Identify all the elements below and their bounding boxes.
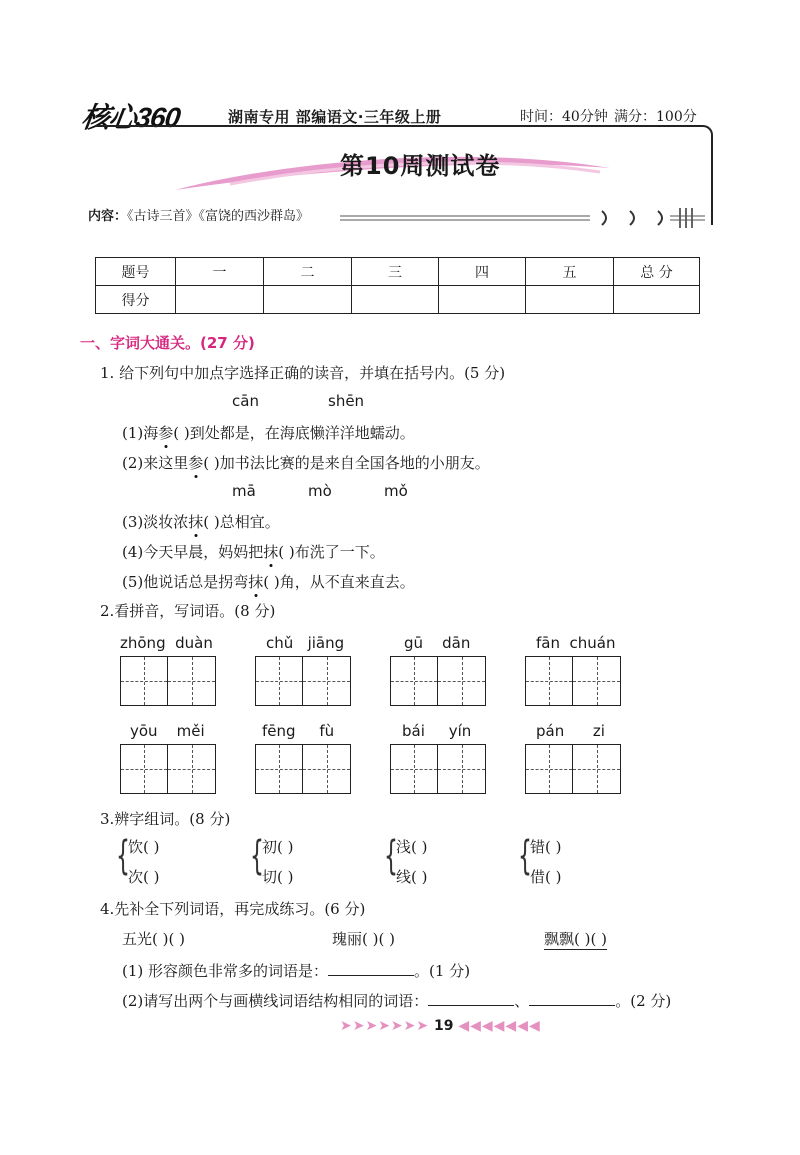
pair-char: 线 bbox=[396, 868, 412, 886]
char-grid[interactable] bbox=[390, 744, 486, 794]
char-grid[interactable] bbox=[390, 656, 486, 706]
section-title: 一、字词大通关。(27 分) bbox=[80, 334, 255, 352]
pinyin-word bbox=[120, 634, 213, 652]
pinyin-syllable: yōu bbox=[130, 722, 158, 740]
char-box[interactable] bbox=[438, 656, 486, 706]
sub-question-text: (2)请写出两个与画横线词语结构相同的词语： bbox=[122, 992, 429, 1010]
content-line bbox=[88, 205, 309, 224]
item-text: 布洗了一下。 bbox=[294, 543, 385, 561]
char-box[interactable] bbox=[120, 744, 168, 794]
score-table-score-row bbox=[96, 286, 700, 314]
dotted-char: 抹 bbox=[263, 543, 279, 561]
char-box[interactable] bbox=[303, 744, 351, 794]
pinyin-syllable: zhōng bbox=[120, 634, 166, 652]
char-box[interactable] bbox=[438, 744, 486, 794]
q3-pair-top bbox=[128, 836, 160, 857]
answer-blank[interactable]: ( ) bbox=[545, 868, 562, 886]
q1-item-3 bbox=[122, 511, 280, 532]
q4-word-2[interactable]: 瑰丽( )( ) bbox=[332, 930, 395, 948]
pinyin-word bbox=[266, 634, 344, 652]
char-box[interactable] bbox=[390, 656, 438, 706]
char-box[interactable] bbox=[525, 656, 573, 706]
char-box[interactable] bbox=[255, 656, 303, 706]
dotted-char: 参 bbox=[158, 424, 174, 442]
item-text: (5)他说话总是拐弯 bbox=[122, 573, 249, 591]
answer-blank[interactable]: ( ) bbox=[143, 868, 160, 886]
answer-blank[interactable]: ( ) bbox=[545, 838, 562, 856]
pair-char: 错 bbox=[530, 838, 546, 856]
answer-blank[interactable]: ( ) bbox=[143, 838, 160, 856]
score-input-cell[interactable] bbox=[526, 286, 614, 314]
char-grid[interactable] bbox=[120, 656, 216, 706]
pinyin-option: cān bbox=[232, 392, 259, 410]
item-text: 角，从不直来直去。 bbox=[279, 573, 415, 591]
char-grid[interactable] bbox=[255, 656, 351, 706]
pinyin-syllable: yín bbox=[448, 722, 472, 740]
dotted-char: 抹 bbox=[248, 573, 264, 591]
answer-blank[interactable]: ( ) bbox=[411, 838, 428, 856]
char-box[interactable] bbox=[168, 744, 216, 794]
content-label: 内容： bbox=[88, 209, 128, 224]
pinyin-word bbox=[536, 634, 616, 652]
char-grid[interactable] bbox=[525, 744, 621, 794]
pinyin-syllable: jiāng bbox=[307, 634, 345, 652]
char-box[interactable] bbox=[303, 656, 351, 706]
pinyin-syllable: gū bbox=[404, 634, 424, 652]
page-number: 19 bbox=[434, 1018, 454, 1034]
score-input-cell[interactable] bbox=[352, 286, 439, 314]
brand-logo: 核心360 bbox=[79, 102, 182, 133]
item-text: (3)淡妆浓 bbox=[122, 513, 189, 531]
header-line-decoration bbox=[340, 208, 710, 230]
score-cell-header: 三 bbox=[352, 258, 439, 286]
dotted-char: 参 bbox=[188, 454, 204, 472]
q1-stem: 1. 给下列句中加点字选择正确的读音，并填在括号内。(5 分) bbox=[100, 364, 506, 382]
page-footer bbox=[340, 1018, 541, 1034]
answer-blank[interactable]: ( ) bbox=[173, 424, 190, 442]
score-input-cell[interactable] bbox=[176, 286, 264, 314]
sub-question-text: 。(2 分) bbox=[615, 992, 672, 1010]
pinyin-option: mā bbox=[232, 482, 256, 500]
dotted-char: 抹 bbox=[188, 513, 204, 531]
q3-pair-bottom bbox=[262, 866, 294, 887]
score-table-header-row bbox=[96, 258, 700, 286]
pinyin-word bbox=[536, 722, 605, 740]
score-input-cell[interactable] bbox=[614, 286, 700, 314]
header-subtitle: 湖南专用 部编语文·三年级上册 bbox=[228, 108, 442, 126]
q3-pair-bottom bbox=[128, 866, 160, 887]
char-grid[interactable] bbox=[255, 744, 351, 794]
char-box[interactable] bbox=[120, 656, 168, 706]
answer-line[interactable] bbox=[529, 992, 615, 1006]
pinyin-syllable: chǔ bbox=[266, 634, 294, 652]
separator: 、 bbox=[514, 992, 530, 1010]
score-input-cell[interactable] bbox=[439, 286, 526, 314]
pinyin-word bbox=[130, 722, 205, 740]
brace-icon: { bbox=[384, 833, 398, 879]
q2-stem: 2.看拼音，写词语。(8 分) bbox=[100, 602, 276, 620]
char-grid[interactable] bbox=[120, 744, 216, 794]
q1-item-4 bbox=[122, 541, 385, 562]
pinyin-word bbox=[404, 634, 470, 652]
pinyin-syllable: dān bbox=[442, 634, 471, 652]
brace-icon: { bbox=[518, 833, 532, 879]
page-title: 第10周测试卷 bbox=[340, 152, 501, 180]
pinyin-syllable: chuán bbox=[569, 634, 616, 652]
answer-blank[interactable]: ( ) bbox=[411, 868, 428, 886]
pinyin-word bbox=[402, 722, 471, 740]
pinyin-option: mǒ bbox=[384, 482, 408, 500]
q3-pair-top bbox=[396, 836, 428, 857]
item-text: 到处都是，在海底懒洋洋地蠕动。 bbox=[189, 424, 415, 442]
q1-item-2 bbox=[122, 452, 490, 473]
pinyin-syllable: fān bbox=[536, 634, 560, 652]
pinyin-syllable: pán bbox=[536, 722, 565, 740]
q3-pair-bottom bbox=[530, 866, 562, 887]
answer-line[interactable] bbox=[428, 992, 514, 1006]
char-box[interactable] bbox=[573, 744, 621, 794]
item-text: 加书法比赛的是来自全国各地的小朋友。 bbox=[219, 454, 490, 472]
pinyin-syllable: měi bbox=[176, 722, 205, 740]
pair-char: 饮 bbox=[128, 838, 144, 856]
item-text: 总相宜。 bbox=[219, 513, 280, 531]
pinyin-option: shēn bbox=[328, 392, 365, 410]
char-box[interactable] bbox=[390, 744, 438, 794]
q4-stem: 4.先补全下列词语，再完成练习。(6 分) bbox=[100, 900, 366, 918]
q3-pair-top bbox=[530, 836, 562, 857]
sub-question-text: 。(1 分) bbox=[414, 962, 471, 980]
right-arrows-icon: ➤➤➤➤➤➤➤ bbox=[340, 1018, 430, 1034]
left-arrows-icon: ◀◀◀◀◀◀◀ bbox=[458, 1018, 541, 1034]
item-text: (2)来这里 bbox=[122, 454, 189, 472]
answer-blank[interactable]: ( ) bbox=[278, 543, 295, 561]
pair-char: 浅 bbox=[396, 838, 412, 856]
score-row-label: 得分 bbox=[96, 286, 176, 314]
q4-sub-1 bbox=[122, 960, 470, 981]
q1-item-5 bbox=[122, 571, 415, 592]
pair-char: 次 bbox=[128, 868, 144, 886]
item-text: (1)海 bbox=[122, 424, 159, 442]
sub-question-text: (1) 形容颜色非常多的词语是： bbox=[122, 962, 329, 980]
pair-char: 借 bbox=[530, 868, 546, 886]
content-text: 《古诗三首》《富饶的西沙群岛》 bbox=[127, 209, 310, 224]
score-cell-header: 总 分 bbox=[614, 258, 700, 286]
q3-pair-top bbox=[262, 836, 294, 857]
q1-item-1 bbox=[122, 422, 415, 443]
pinyin-word bbox=[262, 722, 334, 740]
pinyin-syllable: fù bbox=[319, 722, 335, 740]
char-box[interactable] bbox=[168, 656, 216, 706]
answer-blank[interactable]: ( ) bbox=[203, 454, 220, 472]
char-box[interactable] bbox=[255, 744, 303, 794]
q4-word-1[interactable]: 五光( )( ) bbox=[122, 930, 185, 948]
answer-blank[interactable]: ( ) bbox=[277, 868, 294, 886]
score-cell-header: 五 bbox=[526, 258, 614, 286]
answer-line[interactable] bbox=[328, 962, 414, 976]
pinyin-syllable: duàn bbox=[175, 634, 213, 652]
score-table bbox=[95, 257, 700, 314]
answer-blank[interactable]: ( ) bbox=[277, 838, 294, 856]
pinyin-syllable: bái bbox=[402, 722, 425, 740]
score-input-cell[interactable] bbox=[264, 286, 352, 314]
header-full-score: 满分：100分 bbox=[614, 109, 697, 125]
pair-char: 初 bbox=[262, 838, 278, 856]
score-cell-header: 二 bbox=[264, 258, 352, 286]
pinyin-syllable: fēng bbox=[262, 722, 296, 740]
answer-blank[interactable]: ( ) bbox=[263, 573, 280, 591]
char-box[interactable] bbox=[573, 656, 621, 706]
answer-blank[interactable]: ( ) bbox=[203, 513, 220, 531]
header-time: 时间：40分钟 bbox=[520, 109, 608, 125]
score-cell-header: 题号 bbox=[96, 258, 176, 286]
char-box[interactable] bbox=[525, 744, 573, 794]
score-cell-header: 一 bbox=[176, 258, 264, 286]
brace-icon: { bbox=[250, 833, 264, 879]
score-cell-header: 四 bbox=[439, 258, 526, 286]
char-grid[interactable] bbox=[525, 656, 621, 706]
q3-pair-bottom bbox=[396, 866, 428, 887]
q4-word-3-underlined[interactable]: 飘飘( )( ) bbox=[544, 930, 607, 948]
pinyin-option: mò bbox=[308, 482, 332, 500]
pinyin-syllable: zi bbox=[592, 722, 605, 740]
item-text: (4)今天早晨，妈妈把 bbox=[122, 543, 264, 561]
q4-sub-2 bbox=[122, 990, 671, 1011]
pair-char: 切 bbox=[262, 868, 278, 886]
brace-icon: { bbox=[116, 833, 130, 879]
q3-stem: 3.辨字组词。(8 分) bbox=[100, 810, 231, 828]
